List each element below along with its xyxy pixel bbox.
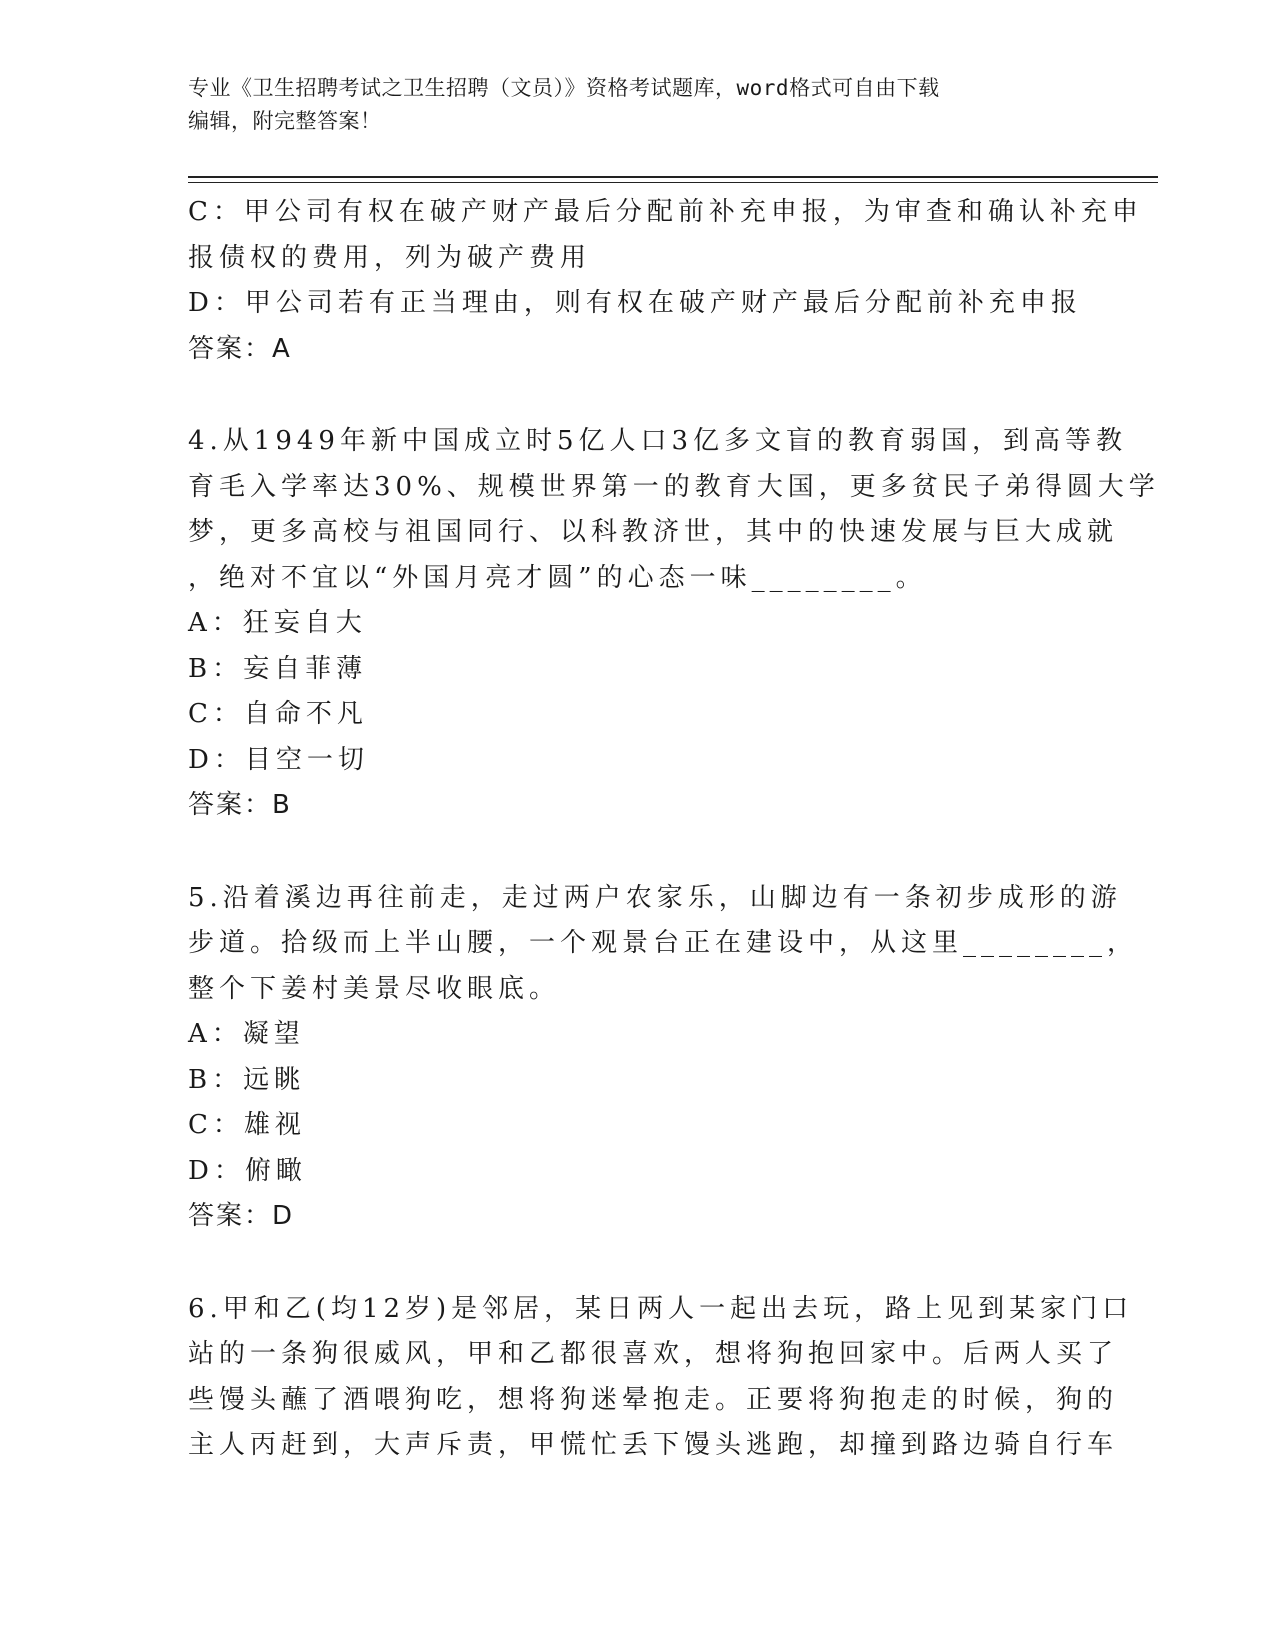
document-header [188, 72, 1088, 138]
option-c-line-2: 报债权的费用，列为破产费用 [188, 242, 592, 273]
question-text-line: 站的一条狗很威风，甲和乙都很喜欢，想将狗抱回家中。后两人买了 [188, 1339, 1119, 1369]
question-text-line: ，绝对不宜以“外国月亮才圆”的心态一味________。 [188, 562, 927, 593]
question-text-line: 5.沿着溪边再往前走，走过两户农家乐，山脚边有一条初步成形的游 [188, 882, 1122, 913]
question-6 [188, 1287, 1134, 1469]
option-b: B：远眺 [188, 1064, 306, 1095]
option-c: C：雄视 [188, 1110, 306, 1140]
question-text-line: 6.甲和乙(均12岁)是邻居，某日两人一起出去玩，路上见到某家门口 [188, 1293, 1134, 1324]
answer: 答案：D [188, 1201, 295, 1231]
question-text-line: 主人丙赶到，大声斥责，甲慌忙丢下馒头逃跑，却撞到路边骑自行车 [188, 1430, 1119, 1460]
question-5 [188, 876, 1139, 1240]
question-3-tail [188, 190, 1143, 372]
option-d: D：俯瞰 [188, 1155, 307, 1186]
header-line-2: 编辑，附完整答案！ [188, 109, 382, 133]
question-text-line: 梦，更多高校与祖国同行、以科教济世，其中的快速发展与巨大成就 [188, 517, 1119, 547]
option-d: D：目空一切 [188, 744, 369, 775]
question-text-line: 些馒头蘸了酒喂狗吃，想将狗迷晕抱走。正要将狗抱走的时候，狗的 [188, 1384, 1119, 1415]
option-c-line-1: C：甲公司有权在破产财产最后分配前补充申报，为审查和确认补充申 [188, 197, 1143, 227]
question-text-line: 育毛入学率达30%、规模世界第一的教育大国，更多贫民子弟得圆大学 [188, 471, 1160, 502]
header-rule-thick [188, 176, 1158, 178]
option-b: B：妄自菲薄 [188, 653, 368, 684]
question-4 [188, 419, 1160, 829]
answer: 答案：B [188, 790, 292, 820]
question-content [188, 190, 1160, 1469]
question-text-line: 整个下姜村美景尽收眼底。 [188, 973, 561, 1004]
option-d: D：甲公司若有正当理由，则有权在破产财产最后分配前补充申报 [188, 288, 1082, 318]
header-rule-thin [188, 182, 1158, 183]
option-c: C：自命不凡 [188, 699, 368, 729]
answer: 答案：A [188, 333, 292, 364]
question-text-line: 步道。拾级而上半山腰，一个观景台正在建设中，从这里________， [188, 928, 1139, 958]
option-a: A：凝望 [188, 1019, 305, 1049]
header-line-1: 专业《卫生招聘考试之卫生招聘（文员）》资格考试题库，word格式可自由下载 [188, 76, 940, 100]
question-text-line: 4.从1949年新中国成立时5亿人口3亿多文盲的教育弱国，到高等教 [188, 426, 1128, 456]
option-a: A：狂妄自大 [188, 608, 367, 638]
